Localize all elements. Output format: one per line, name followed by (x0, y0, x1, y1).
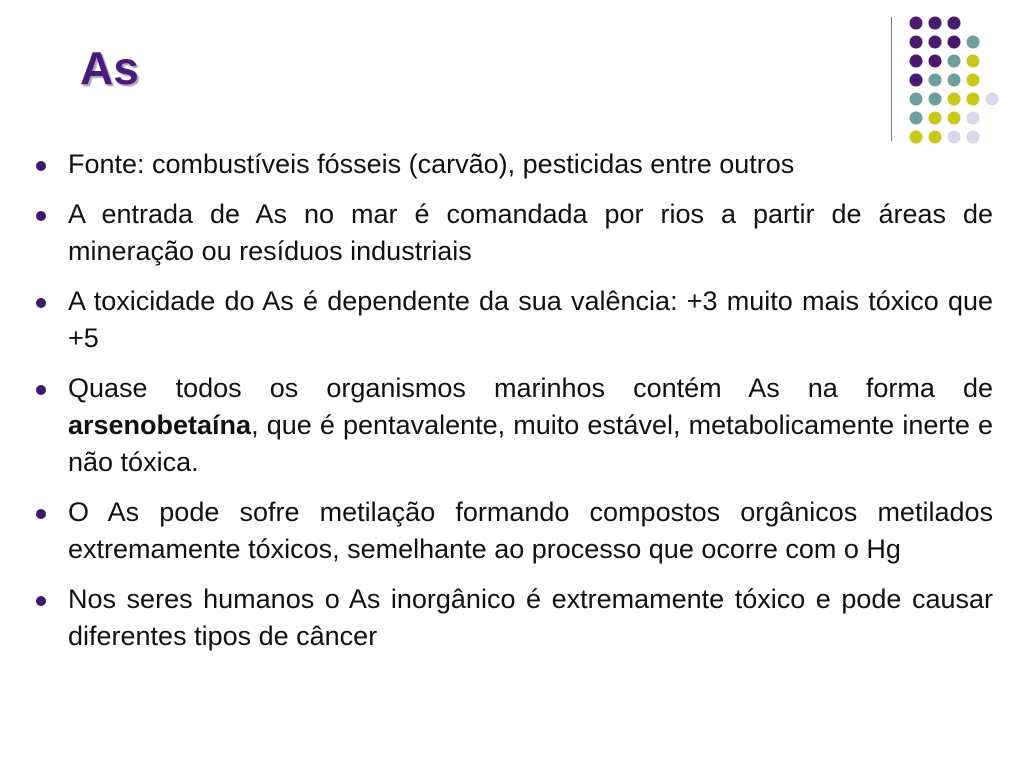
decorative-dot (967, 112, 980, 125)
decorative-dot (929, 131, 942, 144)
bullet-text-post: , que é pentavalente, muito estável, metabolicamente inerte e não tóxica. (68, 410, 993, 477)
bullet-item (30, 581, 993, 655)
bullet-item (30, 494, 993, 568)
decorative-dot (967, 131, 980, 144)
bullet-icon (36, 596, 46, 606)
decorative-dot (929, 74, 942, 87)
decorative-dot (986, 93, 999, 106)
bullet-text: A toxicidade do As é dependente da sua valência: +3 muito mais tóxico que +5 (68, 286, 993, 353)
bullet-text: A entrada de As no mar é comandada por rios a partir de áreas de mineração ou resíduos industriais (68, 199, 993, 266)
bullet-icon (36, 161, 46, 171)
bullet-icon (36, 298, 46, 308)
decorative-dot (967, 93, 980, 106)
bullet-item (30, 146, 993, 183)
decorative-dot (910, 131, 923, 144)
decorative-dot (929, 17, 942, 30)
decorative-dot (967, 55, 980, 68)
decorative-dot (929, 55, 942, 68)
decorative-dot (948, 17, 961, 30)
decorative-dot (910, 55, 923, 68)
decorative-dot (910, 112, 923, 125)
bullet-text: Nos seres humanos o As inorgânico é extremamente tóxico e pode causar diferentes tipos de câncer (68, 584, 993, 651)
bullet-text: O As pode sofre metilação formando compostos orgânicos metilados extremamente tóxicos, semelhante ao processo que ocorre com o Hg (68, 497, 993, 564)
decorative-dot (910, 17, 923, 30)
decorative-dot (967, 74, 980, 87)
bullet-text-bold: arsenobetaína (68, 410, 252, 440)
bullet-icon (36, 385, 46, 395)
decorative-dot (910, 36, 923, 49)
decorative-dot (948, 55, 961, 68)
bullet-item (30, 196, 993, 270)
decorative-dot-grid (908, 16, 1004, 144)
title-divider (891, 17, 892, 141)
bullet-text-pre: Quase todos os organismos marinhos contém As na forma de (68, 373, 993, 403)
slide-title: As (80, 42, 139, 94)
decorative-dot (948, 131, 961, 144)
decorative-dot (967, 36, 980, 49)
decorative-dot (929, 112, 942, 125)
bullet-text: Fonte: combustíveis fósseis (carvão), pesticidas entre outros (68, 149, 795, 179)
bullet-item (30, 370, 993, 481)
decorative-dot (948, 112, 961, 125)
bullet-icon (36, 509, 46, 519)
bullet-item (30, 283, 993, 357)
decorative-dot (910, 74, 923, 87)
decorative-dot (910, 93, 923, 106)
decorative-dot (948, 93, 961, 106)
decorative-dot (929, 36, 942, 49)
decorative-dot (948, 36, 961, 49)
bullet-icon (36, 211, 46, 221)
decorative-dot (929, 93, 942, 106)
decorative-dot (948, 74, 961, 87)
bullet-list (30, 146, 993, 668)
